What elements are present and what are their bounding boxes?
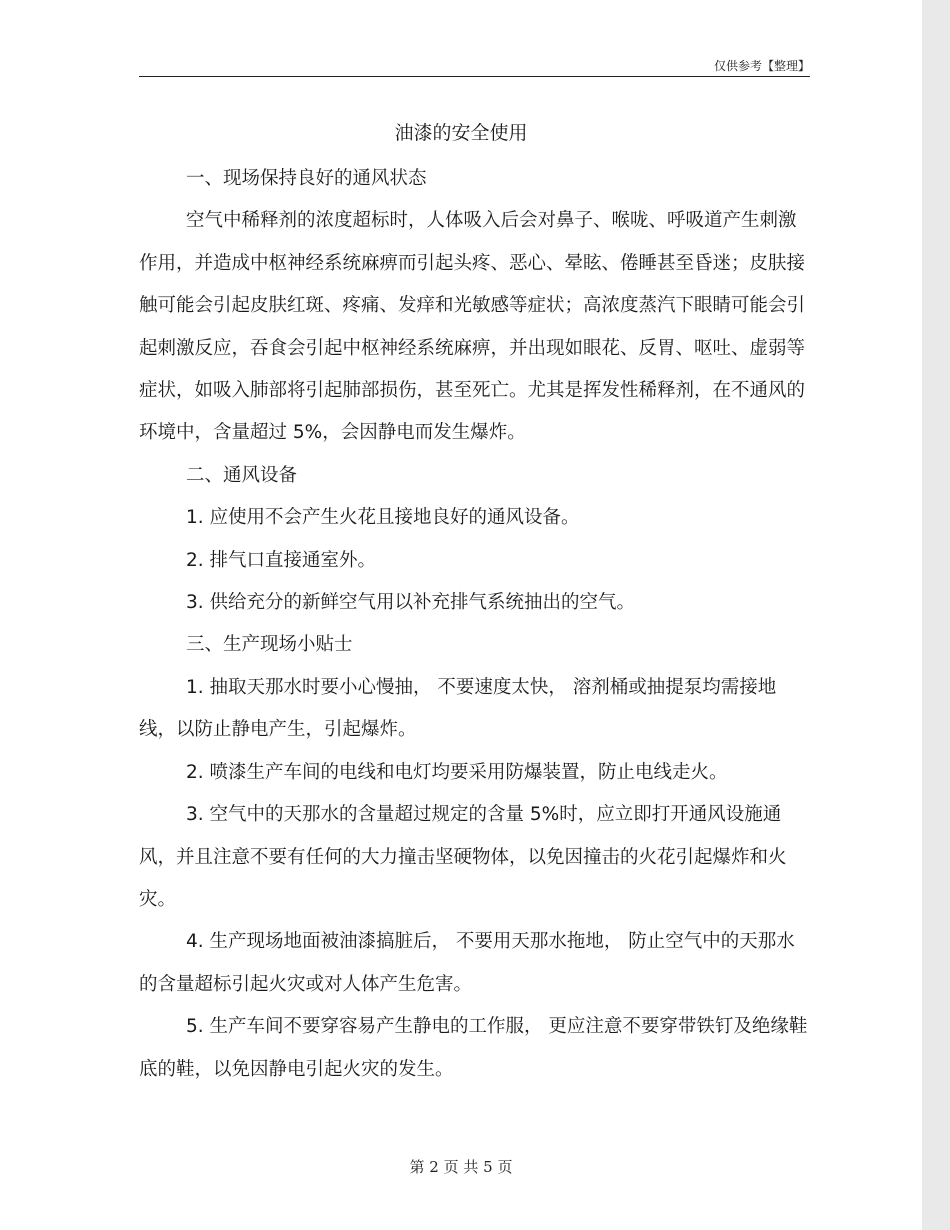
section-heading: 三、生产现场小贴士 <box>186 634 353 656</box>
document-title: 油漆的安全使用 <box>394 122 528 144</box>
list-item: 4. 生产现场地面被油漆搞脏后， 不要用天那水拖地， 防止空气中的天那水的含量超标引起火灾或对人体产生危害。 <box>139 931 795 995</box>
body-paragraph: 空气中稀释剂的浓度超标时，人体吸入后会对鼻子、喉咙、呼吸道产生刺激作用，并造成中枢神经系统麻痹而引起头疼、恶心、晕眩、倦睡甚至昏迷；皮肤接触可能会引起皮肤红斑、疼痛、发痒和光敏感等症状；高浓度蒸汽下眼睛可能会引起刺激反应，吞食会引起中枢神经系统麻痹，并出现如眼花、反胃、呕吐、虚弱等症状，如吸入肺部将引起肺部损伤，甚至死亡。尤其是挥发性稀释剂，在不通风的环境中，含量超过 5%，会因静电而发生爆炸。 <box>139 210 806 444</box>
list-item: 3. 供给充分的新鲜空气用以补充排气系统抽出的空气。 <box>186 592 636 614</box>
section-heading: 一、现场保持良好的通风状态 <box>186 168 427 189</box>
page-number: 第 2 页 共 5 页 <box>409 1158 513 1176</box>
list-item: 1. 抽取天那水时要小心慢抽， 不要速度太快， 溶剂桶或抽提泵均需接地线，以防止静电产生，引起爆炸。 <box>139 676 777 741</box>
list-item: 2. 排气口直接通室外。 <box>186 549 377 571</box>
section-heading: 二、通风设备 <box>186 464 298 486</box>
document-body <box>139 158 810 1091</box>
list-item: 1. 应使用不会产生火花且接地良好的通风设备。 <box>186 507 580 529</box>
list-item: 2. 喷漆生产车间的电线和电灯均要采用防爆装置，防止电线走火。 <box>186 761 728 783</box>
header-note: 仅供参考【整理】 <box>713 59 810 73</box>
list-item: 3. 空气中的天那水的含量超过规定的含量 5%时，应立即打开通风设施通风，并且注意不要有任何的大力撞击坚硬物体，以免因撞击的火花引起爆炸和火灾。 <box>139 804 787 910</box>
header-divider <box>139 76 810 77</box>
list-item: 5. 生产车间不要穿容易产生静电的工作服， 更应注意不要穿带铁钉及绝缘鞋底的鞋，以免因静电引起火灾的发生。 <box>139 1016 808 1080</box>
